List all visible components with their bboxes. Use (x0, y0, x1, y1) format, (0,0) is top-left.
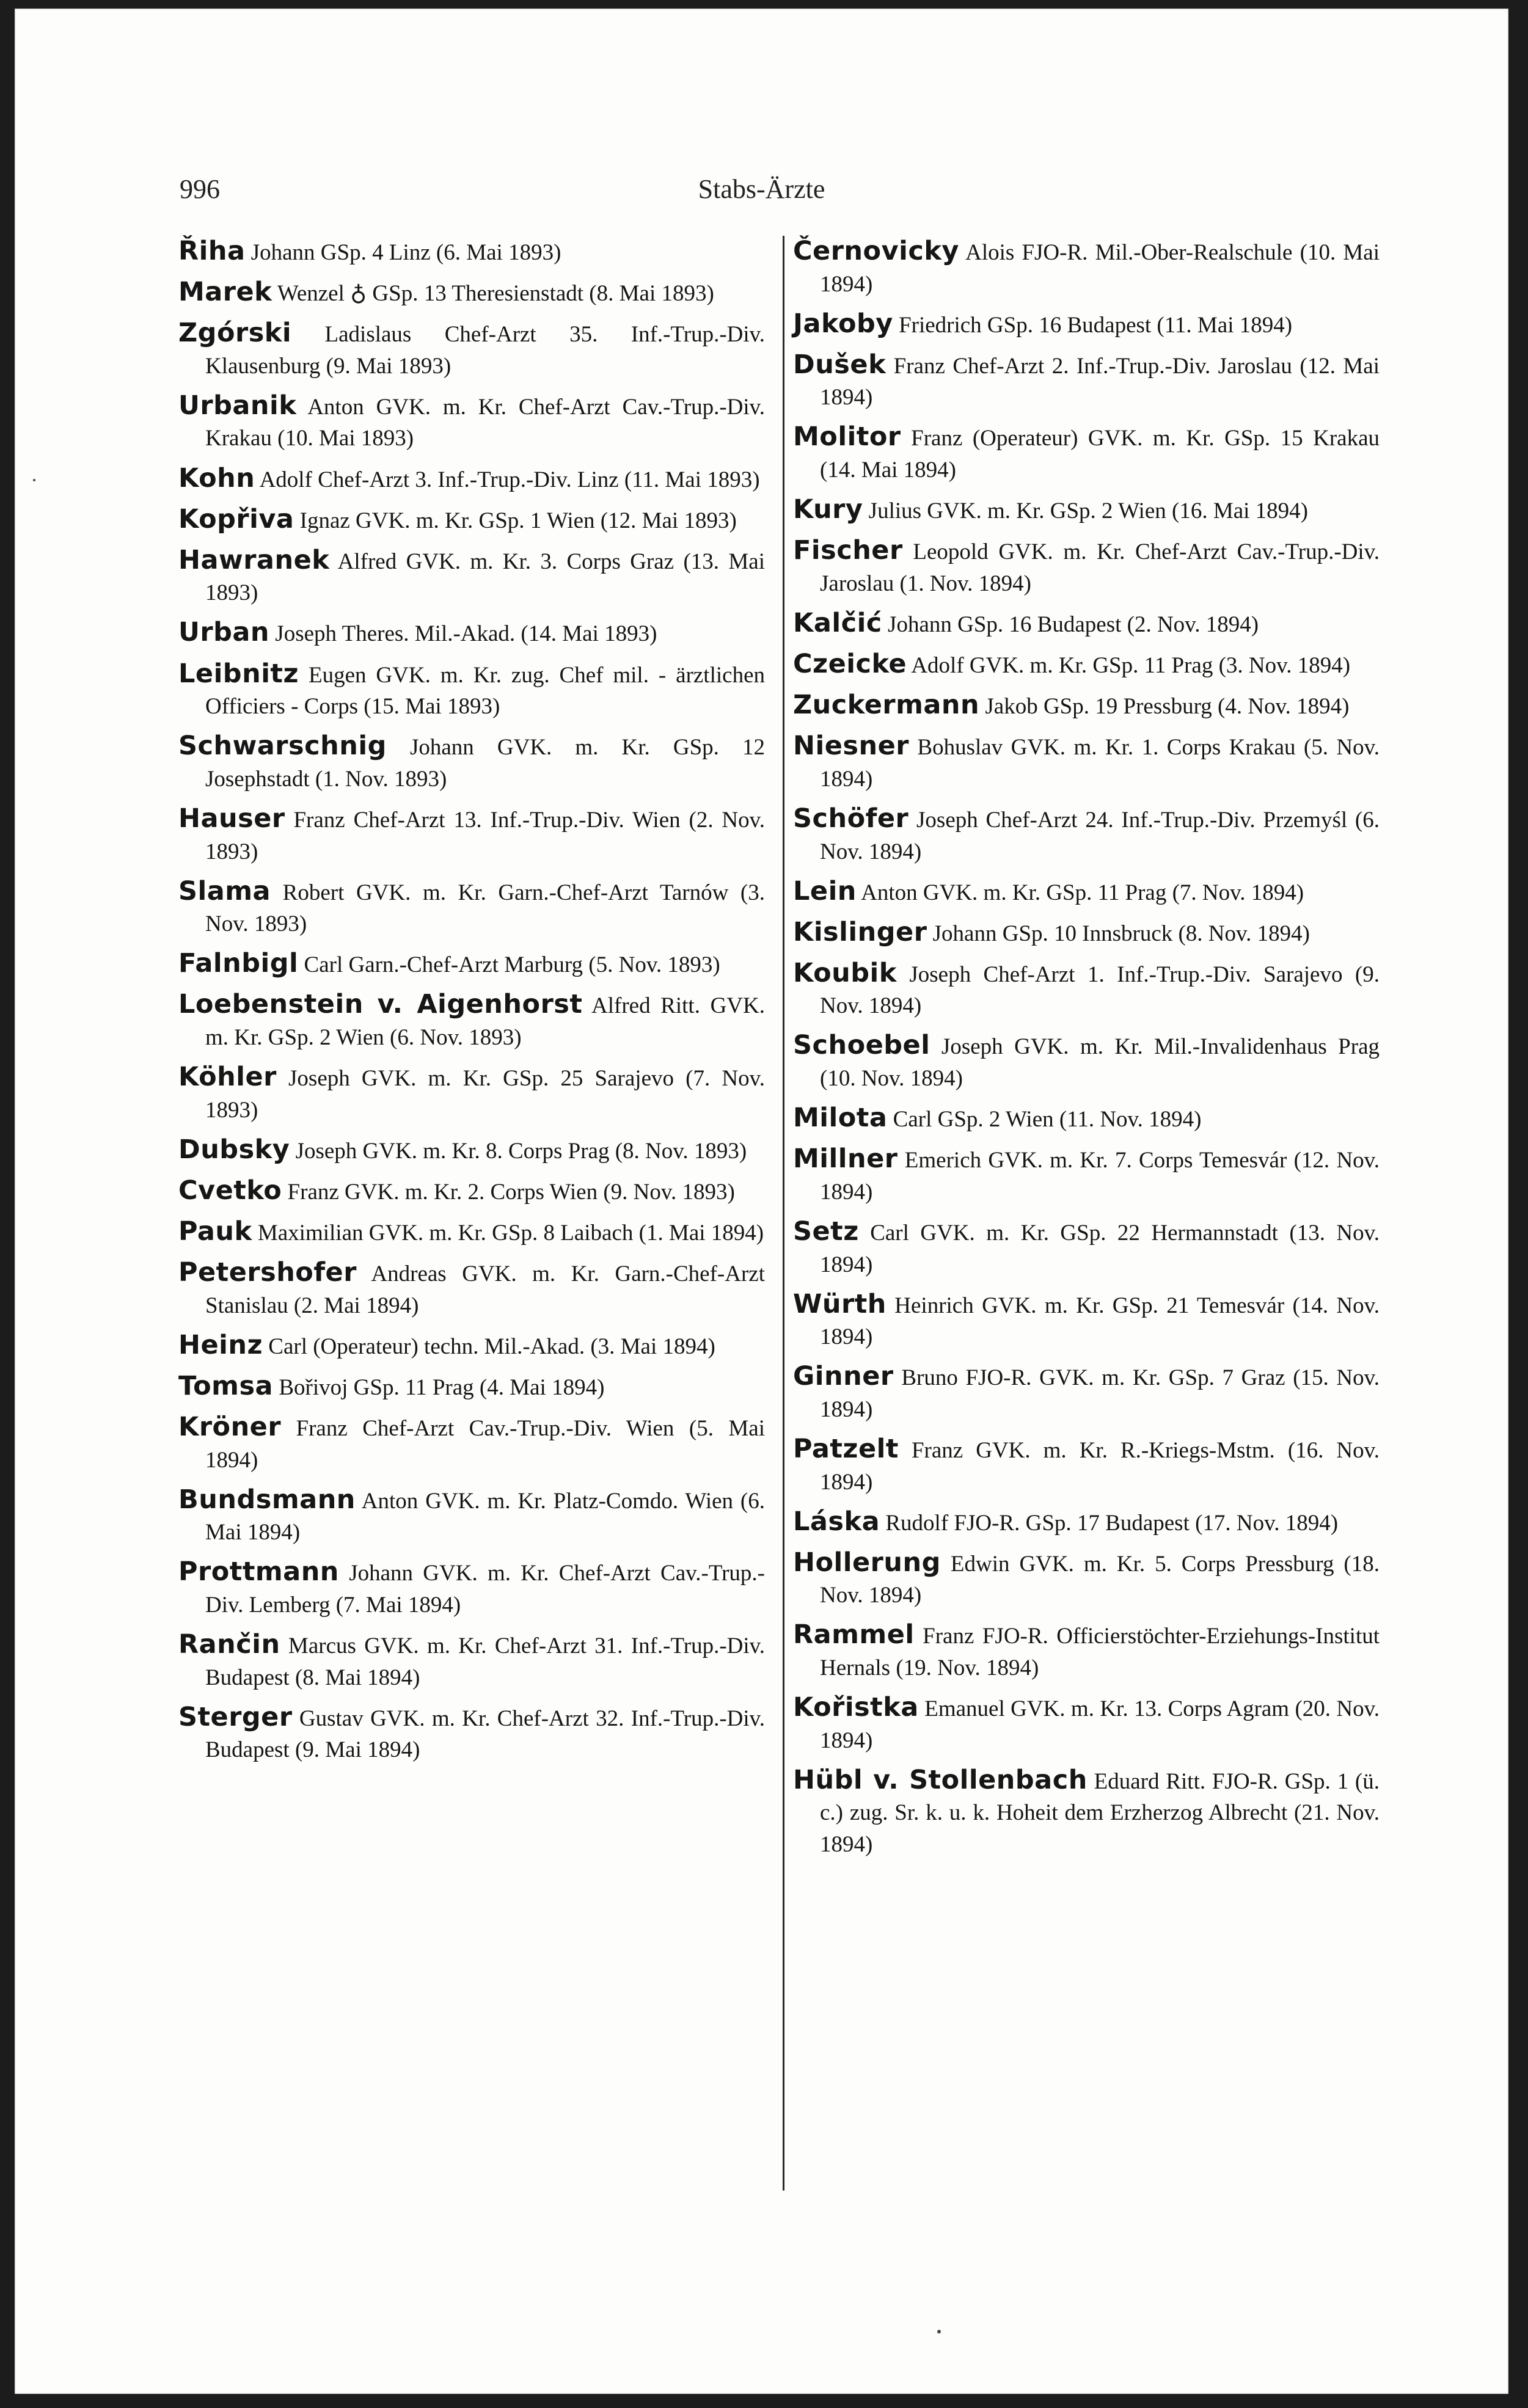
paper-speck (33, 479, 35, 481)
roster-entry (793, 1434, 1380, 1498)
roster-entry (178, 731, 765, 795)
entry-details: Emanuel GVK. m. Kr. 13. Corps Agram (20. Nov. 1894) (820, 1696, 1380, 1753)
entry-name: Řiha (178, 236, 246, 266)
entry-name: Pauk (178, 1216, 252, 1247)
entry-details: Alfred Ritt. GVK. m. Kr. GSp. 2 Wien (6. Nov. 1893) (205, 993, 765, 1050)
roster-entry (178, 1175, 765, 1208)
roster-entry (793, 1692, 1380, 1756)
roster-entry (178, 545, 765, 609)
entry-name: Petershofer (178, 1257, 357, 1288)
paper-speck (937, 2330, 941, 2333)
entry-name: Černovicky (793, 236, 959, 266)
roster-entry (178, 948, 765, 981)
entry-details: Carl GSp. 2 Wien (11. Nov. 1894) (893, 1107, 1202, 1133)
left-column (178, 236, 765, 1774)
entry-details: Gustav GVK. m. Kr. Chef-Arzt 32. Inf.-Trup.-Div. Budapest (9. Mai 1894) (205, 1706, 765, 1763)
entry-details: Franz (Operateur) GVK. m. Kr. GSp. 15 Krakau (14. Mai 1894) (820, 426, 1380, 483)
roster-entry (793, 608, 1380, 641)
entry-name: Sterger (178, 1701, 293, 1732)
entry-details: Anton GVK. m. Kr. Platz-Comdo. Wien (6. Mai 1894) (205, 1488, 765, 1545)
entry-details: Alfred GVK. m. Kr. 3. Corps Graz (13. Mai 1893) (205, 549, 765, 606)
entry-details: Johann GSp. 4 Linz (6. Mai 1893) (250, 240, 561, 265)
book-page (15, 9, 1508, 2394)
entry-name: Kalčić (793, 607, 882, 638)
entry-name: Kořistka (793, 1692, 919, 1723)
entry-name: Kohn (178, 462, 255, 494)
entry-details: Anton GVK. m. Kr. Chef-Arzt Cav.-Trup.-Div. Krakau (10. Mai 1893) (205, 394, 765, 451)
entry-name: Schoebel (793, 1030, 930, 1061)
column-divider (783, 236, 784, 2191)
entry-name: Tomsa (178, 1370, 274, 1401)
entry-name: Jakoby (793, 308, 893, 339)
entry-name: Leibnitz (178, 658, 299, 689)
roster-entry (793, 1289, 1380, 1353)
entry-details: Bruno FJO-R. GVK. m. Kr. GSp. 7 Graz (15. Nov. 1894) (820, 1365, 1380, 1422)
entry-details: Leopold GVK. m. Kr. Chef-Arzt Cav.-Trup.-Div. Jaroslau (1. Nov. 1894) (820, 539, 1380, 596)
entry-details: Carl (Operateur) techn. Mil.-Akad. (3. Mai 1894) (268, 1334, 715, 1359)
entry-name: Ginner (793, 1361, 894, 1392)
entry-details: Joseph Theres. Mil.-Akad. (14. Mai 1893) (275, 621, 657, 647)
roster-entry (793, 690, 1380, 723)
roster-entry (793, 803, 1380, 867)
roster-entry (793, 1030, 1380, 1094)
entry-name: Zgórski (178, 318, 292, 349)
entry-details: Johann GVK. m. Kr. Chef-Arzt Cav.-Trup.-Div. Lemberg (7. Mai 1894) (205, 1561, 766, 1618)
entry-details: Marcus GVK. m. Kr. Chef-Arzt 31. Inf.-Trup.-Div. Budapest (8. Mai 1894) (205, 1633, 765, 1690)
entry-details: Ladislaus Chef-Arzt 35. Inf.-Trup.-Div. Klausenburg (9. Mai 1893) (205, 322, 765, 379)
roster-entry (793, 535, 1380, 599)
entry-details: Joseph Chef-Arzt 24. Inf.-Trup.-Div. Przemyśl (6. Nov. 1894) (820, 807, 1380, 864)
entry-details: Wenzel ♁ GSp. 13 Theresienstadt (8. Mai 1893) (277, 281, 714, 307)
entry-details: Andreas GVK. m. Kr. Garn.-Chef-Arzt Stanislau (2. Mai 1894) (205, 1261, 765, 1318)
entry-details: Joseph GVK. m. Kr. GSp. 25 Sarajevo (7. Nov. 1893) (205, 1066, 766, 1123)
roster-entry (178, 504, 765, 537)
entry-details: Franz Chef-Arzt 2. Inf.-Trup.-Div. Jaroslau (12. Mai 1894) (820, 353, 1380, 410)
entry-name: Molitor (793, 421, 901, 453)
right-column (793, 236, 1380, 1869)
entry-name: Urban (178, 617, 270, 648)
entry-name: Slama (178, 875, 271, 907)
entry-name: Milota (793, 1103, 888, 1134)
entry-name: Dušek (793, 349, 886, 380)
entry-name: Urbanik (178, 390, 297, 421)
entry-details: Joseph Chef-Arzt 1. Inf.-Trup.-Div. Sarajevo (9. Nov. 1894) (820, 961, 1380, 1019)
entry-details: Jakob GSp. 19 Pressburg (4. Nov. 1894) (985, 694, 1350, 720)
entry-name: Patzelt (793, 1434, 899, 1464)
entry-details: Johann GSp. 10 Innsbruck (8. Nov. 1894) (932, 921, 1310, 946)
entry-name: Kury (793, 494, 863, 525)
entry-details: Heinrich GVK. m. Kr. GSp. 21 Temesvár (14. Nov. 1894) (820, 1293, 1380, 1350)
entry-name: Rančin (178, 1629, 280, 1660)
roster-entry (793, 494, 1380, 527)
roster-entry (793, 1765, 1380, 1861)
roster-entry (793, 236, 1380, 300)
entry-details: Franz FJO-R. Officierstöchter-Erziehungs-Institut Hernals (19. Nov. 1894) (820, 1624, 1380, 1681)
entry-details: Bořivoj GSp. 11 Prag (4. Mai 1894) (279, 1374, 605, 1400)
entry-name: Falnbigl (178, 948, 299, 979)
roster-entry (793, 1144, 1380, 1208)
entry-details: Carl Garn.-Chef-Arzt Marburg (5. Nov. 1893) (304, 952, 720, 978)
roster-entry (178, 989, 765, 1053)
entry-details: Joseph GVK. m. Kr. Mil.-Invalidenhaus Prag (10. Nov. 1894) (820, 1034, 1380, 1092)
entry-name: Lein (793, 875, 857, 907)
entry-name: Niesner (793, 731, 909, 762)
roster-entry (793, 731, 1380, 795)
page-header (15, 173, 1508, 210)
entry-details: Johann GSp. 16 Budapest (2. Nov. 1894) (888, 611, 1259, 637)
entry-details: Adolf GVK. m. Kr. GSp. 11 Prag (3. Nov. 1894) (911, 653, 1351, 679)
entry-details: Eduard Ritt. FJO-R. GSp. 1 (ü. c.) zug. Sr. k. u. k. Hoheit dem Erzherzog Albrecht (21. Nov. 1894) (820, 1768, 1380, 1858)
roster-entry (178, 277, 765, 310)
roster-entry (178, 876, 765, 940)
entry-details: Julius GVK. m. Kr. GSp. 2 Wien (16. Mai 1894) (868, 498, 1308, 524)
roster-entry (178, 390, 765, 454)
entry-name: Loebenstein v. Aigenhorst (178, 989, 583, 1020)
entry-details: Eugen GVK. m. Kr. zug. Chef mil. - ärztlichen Officiers - Corps (15. Mai 1893) (205, 662, 765, 720)
entry-name: Hauser (178, 803, 285, 834)
roster-entry (178, 617, 765, 650)
entry-name: Cvetko (178, 1175, 282, 1206)
roster-entry (178, 1702, 765, 1766)
roster-entry (178, 1257, 765, 1321)
entry-name: Marek (178, 277, 272, 308)
roster-entry (178, 1371, 765, 1404)
entry-name: Láska (793, 1506, 880, 1537)
roster-entry (178, 659, 765, 723)
entry-details: Robert GVK. m. Kr. Garn.-Chef-Arzt Tarnów (3. Nov. 1893) (205, 880, 765, 937)
entry-details: Franz GVK. m. Kr. R.-Kriegs-Mstm. (16. Nov. 1894) (820, 1438, 1380, 1495)
entry-name: Prottmann (178, 1556, 339, 1588)
roster-entry (793, 1216, 1380, 1280)
roster-entry (178, 463, 765, 496)
entry-name: Kopřiva (178, 503, 294, 535)
entry-details: Adolf Chef-Arzt 3. Inf.-Trup.-Div. Linz (11. Mai 1893) (259, 467, 760, 492)
entry-name: Hübl v. Stollenbach (793, 1764, 1088, 1795)
entry-name: Schwarschnig (178, 731, 387, 762)
entry-details: Ignaz GVK. m. Kr. GSp. 1 Wien (12. Mai 1893) (299, 508, 737, 533)
entry-details: Franz Chef-Arzt 13. Inf.-Trup.-Div. Wien (2. Nov. 1893) (205, 807, 765, 864)
entry-name: Dubsky (178, 1134, 290, 1165)
entry-name: Hawranek (178, 544, 330, 575)
entry-name: Köhler (178, 1062, 277, 1093)
entry-details: Rudolf FJO-R. GSp. 17 Budapest (17. Nov. 1894) (885, 1510, 1339, 1536)
entry-name: Rammel (793, 1619, 915, 1651)
entry-details: Anton GVK. m. Kr. GSp. 11 Prag (7. Nov. 1894) (861, 880, 1304, 905)
roster-entry (178, 1216, 765, 1249)
roster-entry (178, 1629, 765, 1693)
entry-name: Kislinger (793, 916, 927, 947)
entry-details: Emerich GVK. m. Kr. 7. Corps Temesvár (12. Nov. 1894) (820, 1148, 1380, 1205)
entry-details: Bohuslav GVK. m. Kr. 1. Corps Krakau (5. Nov. 1894) (820, 735, 1380, 792)
roster-entry (793, 1619, 1380, 1684)
roster-entry (178, 318, 765, 382)
entry-details: Carl GVK. m. Kr. GSp. 22 Hermannstadt (13. Nov. 1894) (820, 1220, 1380, 1277)
entry-name: Würth (793, 1288, 886, 1319)
roster-entry (178, 1330, 765, 1363)
entry-details: Maximilian GVK. m. Kr. GSp. 8 Laibach (1. Mai 1894) (257, 1220, 764, 1246)
roster-entry (793, 1547, 1380, 1611)
entry-name: Kröner (178, 1411, 282, 1442)
entry-name: Fischer (793, 535, 903, 566)
entry-name: Hollerung (793, 1547, 941, 1578)
page-number: 996 (180, 174, 220, 204)
entry-name: Heinz (178, 1329, 263, 1360)
entry-details: Franz GVK. m. Kr. 2. Corps Wien (9. Nov. 1893) (287, 1179, 735, 1205)
roster-entry (178, 1134, 765, 1167)
entry-details: Franz Chef-Arzt Cav.-Trup.-Div. Wien (5. Mai 1894) (205, 1415, 766, 1473)
entry-details: Edwin GVK. m. Kr. 5. Corps Pressburg (18. Nov. 1894) (820, 1551, 1380, 1608)
roster-entry (793, 876, 1380, 909)
roster-entry (793, 958, 1380, 1022)
entry-name: Millner (793, 1144, 898, 1175)
entry-name: Bundsmann (178, 1484, 356, 1515)
running-title: Stabs-Ärzte (698, 174, 825, 204)
roster-entry (793, 349, 1380, 414)
entry-name: Czeicke (793, 649, 907, 680)
roster-entry (793, 308, 1380, 341)
entry-name: Schöfer (793, 803, 909, 834)
roster-entry (178, 1062, 765, 1126)
entry-details: Joseph GVK. m. Kr. 8. Corps Prag (8. Nov. 1893) (295, 1138, 747, 1164)
entry-details: Alois FJO-R. Mil.-Ober-Realschule (10. Mai 1894) (820, 240, 1380, 297)
entry-name: Setz (793, 1216, 859, 1247)
roster-entry (178, 1484, 765, 1549)
roster-entry (793, 649, 1380, 682)
entry-name: Zuckermann (793, 690, 980, 721)
roster-entry (793, 1506, 1380, 1539)
roster-entry (793, 421, 1380, 486)
roster-entry (178, 803, 765, 867)
entry-details: Friedrich GSp. 16 Budapest (11. Mai 1894) (899, 312, 1293, 338)
roster-entry (793, 917, 1380, 950)
entry-name: Koubik (793, 957, 897, 988)
roster-entry (793, 1103, 1380, 1136)
roster-entry (178, 236, 765, 269)
roster-entry (178, 1556, 765, 1621)
entry-details: Johann GVK. m. Kr. GSp. 12 Josephstadt (1. Nov. 1893) (205, 735, 766, 792)
roster-entry (178, 1412, 765, 1476)
roster-entry (793, 1361, 1380, 1425)
